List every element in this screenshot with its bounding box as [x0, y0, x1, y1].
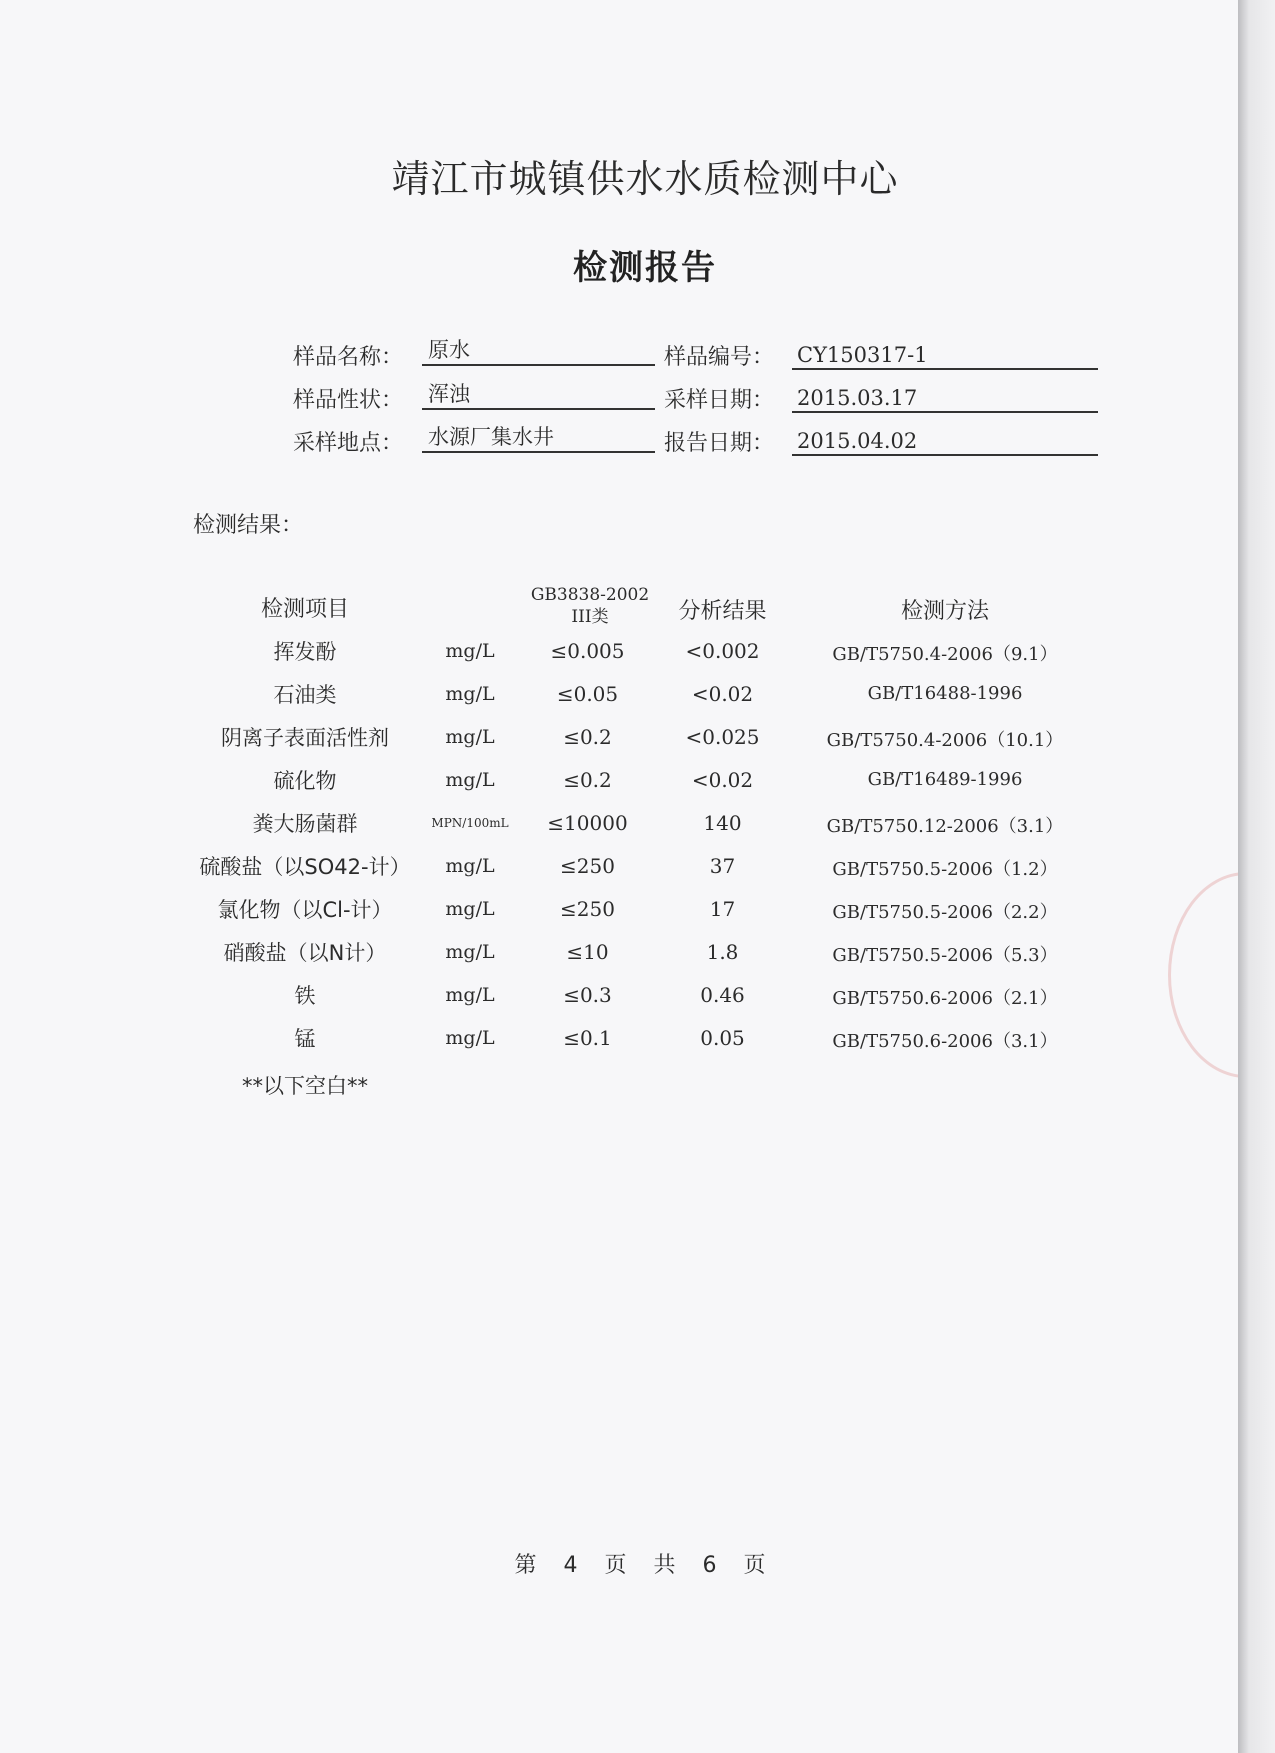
col-header-result: 分析结果 [678, 599, 767, 624]
page-number: 第 4 页 共 6 页 [514, 1553, 776, 1578]
report-date-value: 2015.04.02 [797, 429, 918, 453]
sample-number-label: 样品编号： [664, 345, 775, 370]
col-header-item: 检测项目 [260, 597, 349, 622]
item-limit: ≤0.05 [556, 682, 619, 706]
item-unit: mg/L [445, 1027, 495, 1049]
item-unit: mg/L [445, 898, 495, 920]
item-limit: ≤0.005 [550, 639, 625, 663]
sample-number-underline [792, 368, 1098, 370]
item-unit: MPN/100mL [431, 816, 509, 830]
sampling-date-value: 2015.03.17 [797, 386, 918, 410]
item-method: GB/T5750.6-2006（2.1） [832, 988, 1058, 1009]
item-method: GB/T5750.5-2006（1.2） [832, 859, 1058, 880]
sample-name-value: 原水 [428, 338, 470, 362]
table-row [0, 679, 1238, 719]
item-limit: ≤0.2 [563, 725, 612, 749]
col-header-method: 检测方法 [900, 599, 989, 624]
item-result: 140 [703, 811, 742, 835]
sample-state-value: 浑浊 [428, 382, 470, 406]
item-method: GB/T16488-1996 [867, 683, 1023, 704]
item-name: 石油类 [273, 683, 337, 707]
item-result: 17 [709, 897, 736, 921]
item-name: 硝酸盐（以N计） [223, 941, 387, 965]
sample-name-label: 样品名称： [293, 345, 404, 370]
sample-name-underline [422, 364, 655, 366]
item-limit: ≤250 [560, 897, 615, 921]
item-method: GB/T5750.4-2006（10.1） [826, 730, 1064, 751]
item-name: 铁 [294, 984, 316, 1008]
item-limit: ≤10000 [547, 811, 628, 835]
item-limit: ≤10 [566, 940, 609, 964]
item-result: <0.02 [691, 768, 754, 792]
sampling-date-underline [792, 411, 1098, 413]
table-row [0, 894, 1238, 934]
table-row [0, 937, 1238, 977]
item-limit: ≤250 [560, 854, 615, 878]
item-method: GB/T5750.5-2006（5.3） [832, 945, 1058, 966]
item-method: GB/T5750.5-2006（2.2） [832, 902, 1058, 923]
item-result: 0.05 [700, 1026, 745, 1050]
item-limit: ≤0.1 [563, 1026, 612, 1050]
item-result: <0.02 [691, 682, 754, 706]
item-result: 1.8 [706, 940, 739, 964]
table-row [0, 765, 1238, 805]
item-name: 锰 [294, 1027, 316, 1051]
report-date-label: 报告日期： [664, 431, 775, 456]
item-method: GB/T5750.6-2006（3.1） [832, 1031, 1058, 1052]
item-result: 37 [709, 854, 736, 878]
table-row [0, 808, 1238, 848]
item-result: <0.025 [685, 725, 760, 749]
sample-state-underline [422, 408, 655, 410]
scan-edge-shadow [1238, 0, 1275, 1753]
item-unit: mg/L [445, 769, 495, 791]
sample-number-value: CY150317-1 [797, 343, 928, 367]
item-method: GB/T16489-1996 [867, 769, 1023, 790]
table-row [0, 636, 1238, 676]
item-name: 硫酸盐（以SO42-计） [199, 855, 411, 879]
item-method: GB/T5750.4-2006（9.1） [832, 644, 1058, 665]
item-name: 挥发酚 [273, 640, 337, 664]
item-limit: ≤0.3 [563, 983, 612, 1007]
item-unit: mg/L [445, 683, 495, 705]
item-unit: mg/L [445, 855, 495, 877]
item-unit: mg/L [445, 726, 495, 748]
report-title: 检测报告 [573, 248, 717, 288]
sampling-date-label: 采样日期： [664, 388, 775, 413]
report-date-underline [792, 454, 1098, 456]
col-header-standard-code: GB3838-2002 [530, 585, 650, 605]
table-row [0, 1023, 1238, 1063]
item-name: 粪大肠菌群 [252, 812, 358, 836]
table-row [0, 722, 1238, 762]
blank-below-note: **以下空白** [242, 1074, 368, 1098]
col-header-standard-class: III类 [571, 607, 609, 627]
sampling-location-underline [422, 451, 655, 453]
item-method: GB/T5750.12-2006（3.1） [826, 816, 1064, 837]
sampling-location-label: 采样地点： [293, 431, 404, 456]
sample-state-label: 样品性状： [293, 388, 404, 413]
item-unit: mg/L [445, 941, 495, 963]
organization-title: 靖江市城镇供水水质检测中心 [391, 157, 899, 201]
item-result: <0.002 [685, 639, 760, 663]
table-row [0, 980, 1238, 1020]
results-label: 检测结果： [193, 513, 304, 538]
item-limit: ≤0.2 [563, 768, 612, 792]
item-result: 0.46 [700, 983, 745, 1007]
item-unit: mg/L [445, 984, 495, 1006]
sampling-location-value: 水源厂集水井 [428, 425, 554, 449]
item-name: 硫化物 [273, 769, 337, 793]
table-row [0, 851, 1238, 891]
item-unit: mg/L [445, 640, 495, 662]
item-name: 氯化物（以Cl-计） [217, 898, 393, 922]
item-name: 阴离子表面活性剂 [221, 726, 389, 750]
col-header-standard [510, 584, 670, 628]
